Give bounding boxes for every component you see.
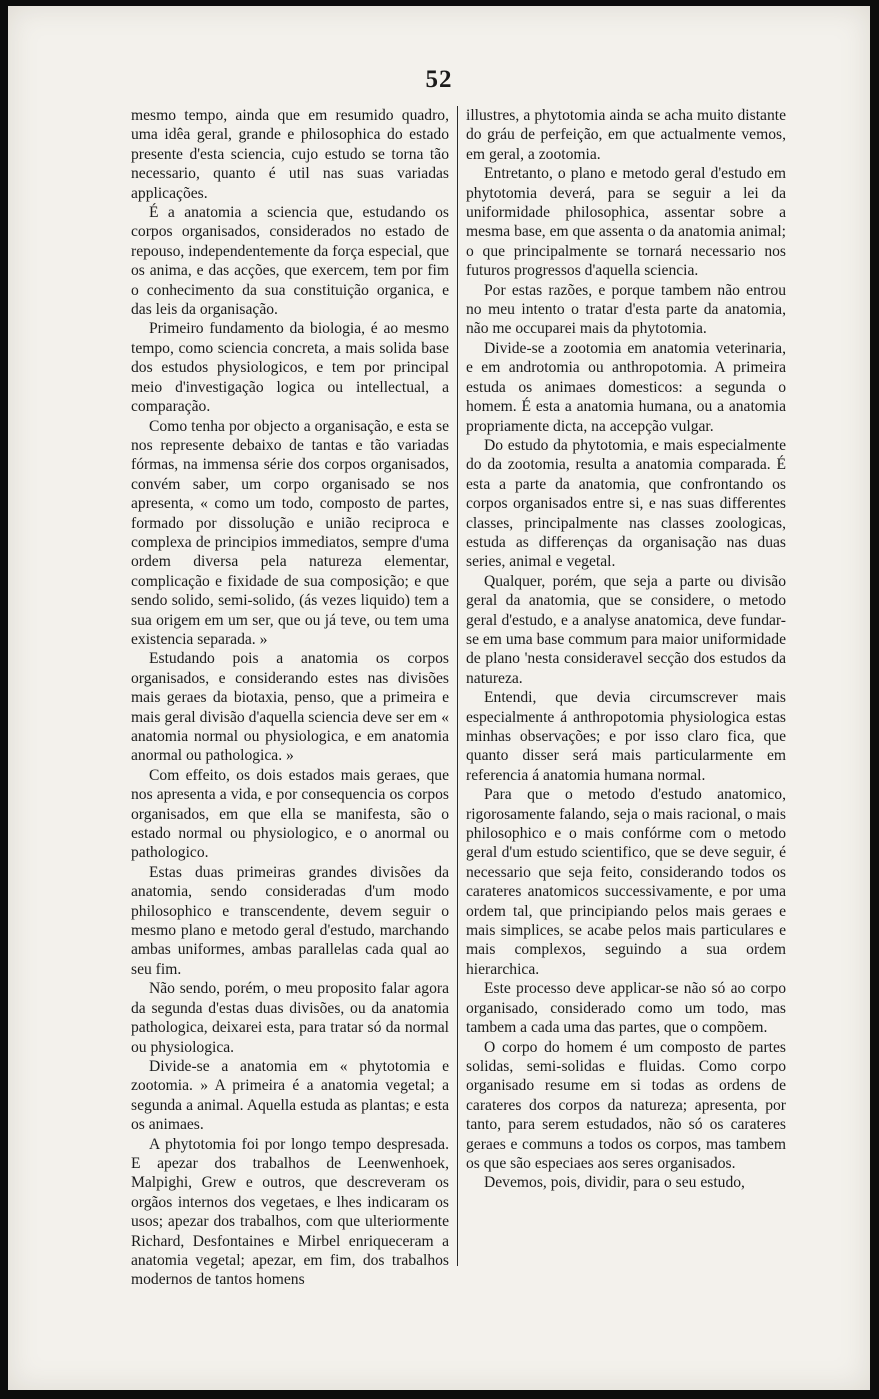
left-column [131, 106, 449, 1290]
paragraph: Entretanto, o plano e metodo geral d'estudo em phytotomia deverá, para se seguir a lei da uniformidade philosophica, assentar sobre a mesma base, em que assenta o da anatomia animal; o que principalmente se tornará necessario nos futuros progressos d'aquella sciencia. [466, 165, 786, 280]
paragraph: Estas duas primeiras grandes divisões da anatomia, sendo consideradas d'um modo philosophico e transcendente, devem seguir o mesmo plano e metodo geral d'estudo, marchando ambas uniformes, ambas parallelas cada qual ao seu fim. [131, 863, 449, 978]
paragraph: A phytotomia foi por longo tempo despresada. E apezar dos trabalhos de Leenwenhoek, Malpighi, Grew e outros, que descreveram os orgãos internos dos vegetaes, e lhes indicaram os usos; apezar dos trabalhos, com que ulteriormente Richard, Desfontaines e Mirbel enriqueceram a anatomia vegetal; apezar, em fim, dos trabalhos modernos de tantos homens [131, 1135, 449, 1289]
paragraph: Entendi, que devia circumscrever mais especialmente á anthropotomia physiologica estas minhas observações; e por isso claro fica, que quanto disser será mais particularmente em referencia á anatomia humana normal. [466, 689, 786, 784]
paragraph: Para que o metodo d'estudo anatomico, rigorosamente falando, seja o mais racional, o mais philosophico e o mais confórme com o metodo geral d'um estudo scientifico, que se deve seguir, é necessario que seja feito, considerando todos os carateres anatomicos successivamente, e por uma ordem tal, que principiando pelos mais geraes e mais simplices, se acabe pelos mais particulares e mais complexos, seguindo a sua ordem hierarchica. [466, 786, 786, 978]
paragraph: mesmo tempo, ainda que em resumido quadro, uma idêa geral, grande e philosophica do estado presente d'esta sciencia, cujo estudo se torna tão necessario, quanto é util nas suas variadas applicações. [131, 107, 449, 202]
paragraph: É a anatomia a sciencia que, estudando os corpos organisados, considerados no estado de repouso, independentemente da força especial, que os anima, e das acções, que exercem, tem por fim o conhecimento da sua constituição organica, e das leis da organisação. [131, 204, 449, 319]
paragraph: Este processo deve applicar-se não só ao corpo organisado, considerado como um todo, mas tambem a cada uma das partes, que o compõem. [466, 980, 786, 1037]
paragraph: Divide-se a anatomia em « phytotomia e zootomia. » A primeira é a anatomia vegetal; a segunda a animal. Aquella estuda as plantas; e esta os animaes. [131, 1057, 449, 1134]
paragraph: Como tenha por objecto a organisação, e esta se nos represente debaixo de tantas e tão variadas fórmas, na immensa série dos corpos organisados, convém saber, um corpo organisado se nos apresenta, « como um todo, composto de partes, formado por dissolução e união reciproca e complexa de principios immediatos, sempre d'uma ordem diversa pela natureza elementar, complicação e fixidade de sua composição; e que sendo solido, semi-solido, (ás vezes liquido) tem a sua origem em um ser, que ou já teve, ou tem uma existencia separada. » [131, 417, 449, 648]
paragraph: Do estudo da phytotomia, e mais especialmente do da zootomia, resulta a anatomia comparada. É esta a parte da anatomia, que confrontando os corpos organisados entre si, e nas suas differentes classes, principalmente nas classes zoologicas, estuda as differenças da organisação nas duas series, animal e vegetal. [466, 436, 786, 571]
paragraph: Qualquer, porém, que seja a parte ou divisão geral da anatomia, que se considere, o metodo geral d'estudo, e a analyse anatomica, deve fundar-se em uma base commum para maior uniformidade de plano 'nesta consideravel secção dos estudos da natureza. [466, 572, 786, 687]
right-column [466, 106, 786, 1193]
book-page [8, 6, 870, 1390]
paragraph: Estudando pois a anatomia os corpos organisados, e considerando estes nas divisões mais geraes da biotaxia, penso, que a primeira e mais geral divisão d'aquella sciencia deve ser em « anatomia normal ou physiologica, e em anatomia anormal ou pathologica. » [131, 650, 449, 765]
paragraph: Divide-se a zootomia em anatomia veterinaria, e em androtomia ou anthropotomia. A primeira estuda os animaes domesticos: a segunda o homem. É esta a anatomia humana, ou a anatomia propriamente dicta, na accepção vulgar. [466, 339, 786, 435]
paragraph: Devemos, pois, dividir, para o seu estudo, [484, 1174, 745, 1192]
paragraph: Primeiro fundamento da biologia, é ao mesmo tempo, como sciencia concreta, a mais solida base dos estudos physiologicos, e tem por principal meio d'investigação logica ou intellectual, a comparação. [131, 320, 449, 416]
paragraph: Não sendo, porém, o meu proposito falar agora da segunda d'estas duas divisões, ou da anatomia pathologica, deixarei esta, para tratar só da normal ou physiologica. [131, 980, 449, 1056]
column-divider [457, 106, 458, 1266]
page-number: 52 [425, 66, 453, 93]
paragraph: illustres, a phytotomia ainda se acha muito distante do gráu de perfeição, em que actualmente vemos, em geral, a zootomia. [466, 107, 786, 163]
paragraph: O corpo do homem é um composto de partes solidas, semi-solidas e fluidas. Como corpo organisado resume em si todas as ordens de carateres dos corpos da natureza; apresenta, por tanto, para serem estudados, não só os carateres geraes e communs a todos os corpos, mas tambem os que são especiaes aos seres organisados. [466, 1038, 786, 1172]
paragraph: Com effeito, os dois estados mais geraes, que nos apresenta a vida, e por consequencia os corpos organisados, em que ella se manifesta, são o estado normal ou physiologico, e o anormal ou pathologico. [131, 766, 449, 862]
paragraph: Por estas razões, e porque tambem não entrou no meu intento o tratar d'esta parte da anatomia, não me occuparei mais da phytotomia. [466, 281, 786, 338]
